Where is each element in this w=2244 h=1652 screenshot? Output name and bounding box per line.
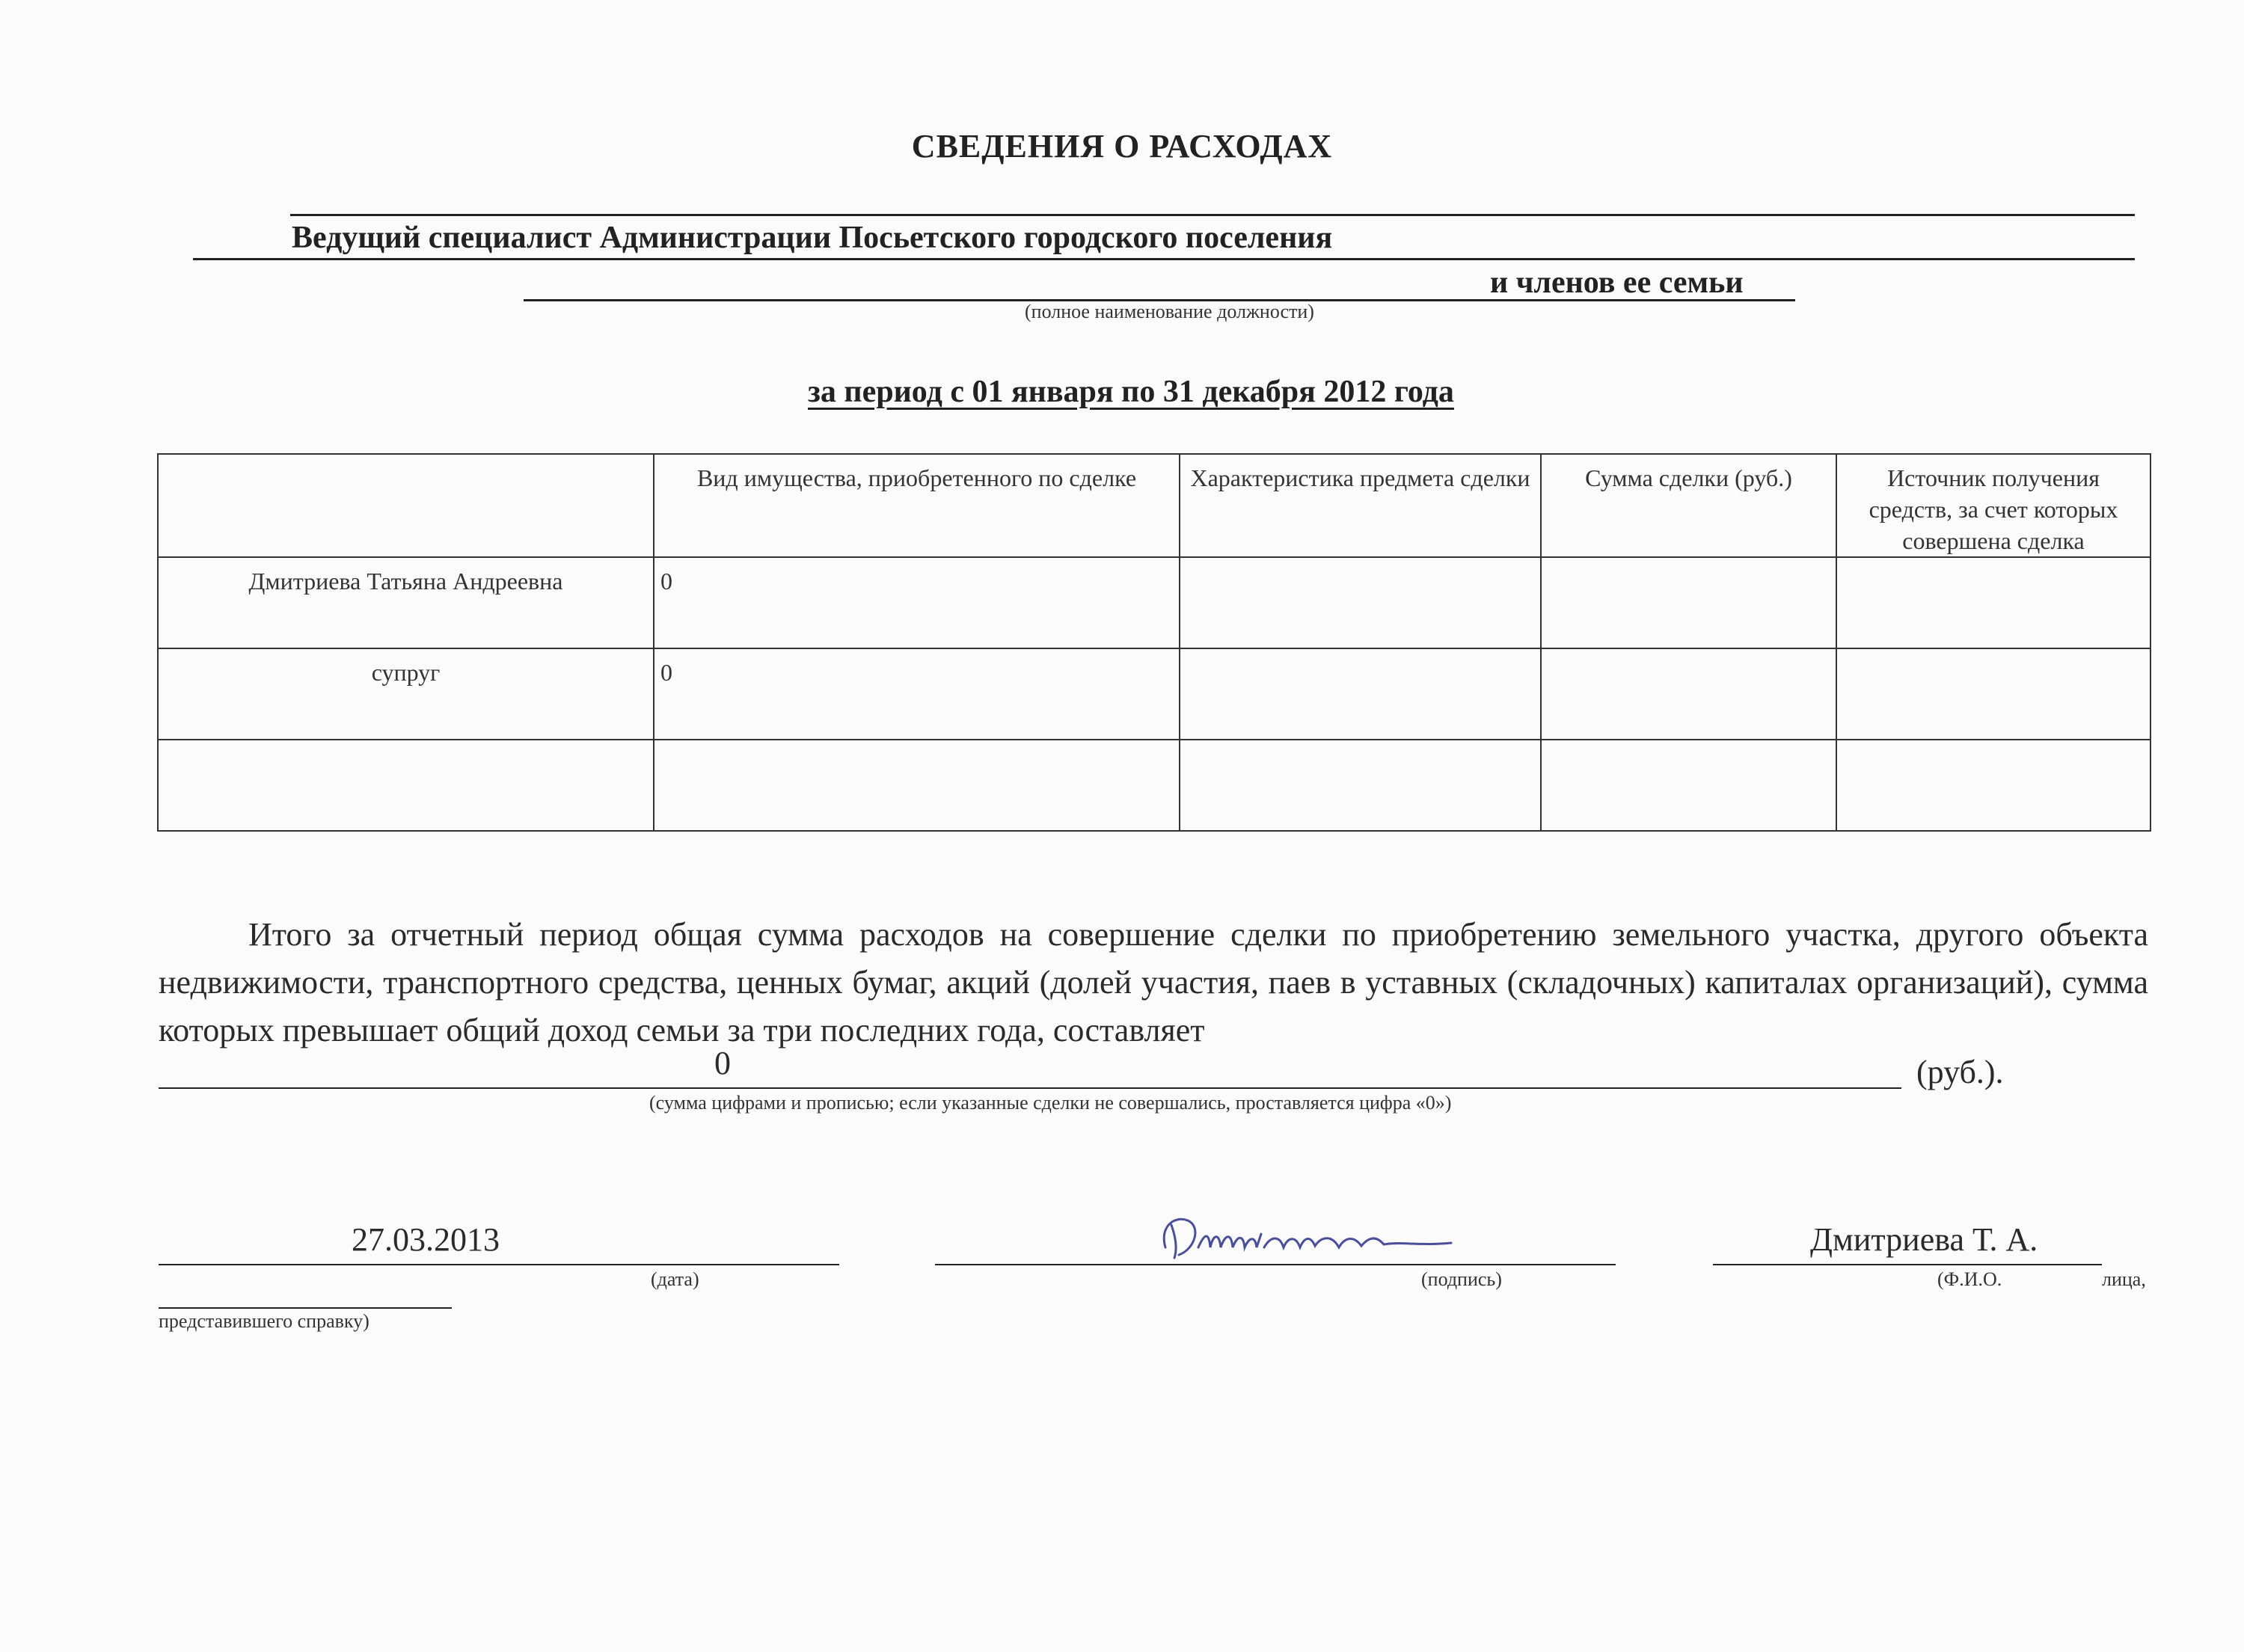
table-row [158, 648, 2150, 740]
table-cell [1836, 648, 2150, 740]
handwritten-signature [1152, 1204, 1474, 1271]
table-header-cell: Источник получения средств, за счет которых совершена сделка [1836, 454, 2150, 557]
table-row [158, 557, 2150, 648]
date-underline [159, 1264, 839, 1265]
period-heading: за период с 01 января по 31 декабря 2012 года [808, 375, 1454, 409]
signature-fio: Дмитриева Т. А. [1810, 1221, 2038, 1258]
table-cell [1180, 740, 1541, 831]
table-cell: 0 [654, 557, 1180, 648]
table-cell: супруг [158, 648, 654, 740]
family-line: и членов ее семьи [1490, 265, 1744, 300]
expenses-table [157, 453, 2151, 832]
table-cell [1836, 740, 2150, 831]
fio-caption-cont: лица, [2102, 1268, 2146, 1290]
table-cell [1541, 557, 1836, 648]
table-cell [158, 740, 654, 831]
table-header-cell: Сумма сделки (руб.) [1541, 454, 1836, 557]
table-cell: 0 [654, 648, 1180, 740]
table-header-row [158, 454, 2150, 557]
document-title: СВЕДЕНИЯ О РАСХОДАХ [911, 128, 1333, 165]
table-cell [1541, 740, 1836, 831]
fio-caption-end: представившего справку) [159, 1310, 370, 1332]
table-cell: Дмитриева Татьяна Андреевна [158, 557, 654, 648]
table-row [158, 740, 2150, 831]
total-paragraph [159, 911, 2148, 1054]
signature-date: 27.03.2013 [352, 1221, 500, 1258]
table-cell [1180, 557, 1541, 648]
fio-underline [1713, 1264, 2102, 1265]
total-caption: (сумма цифрами и прописью; если указанные сделки не совершались, проставляется цифра «0») [649, 1092, 1452, 1114]
table-header-cell: Характеристика предмета сделки [1180, 454, 1541, 557]
total-value-underline [159, 1087, 1901, 1089]
date-caption: (дата) [651, 1268, 699, 1290]
table-header-cell [158, 454, 654, 557]
total-unit: (руб.). [1916, 1054, 2004, 1090]
table-cell [654, 740, 1180, 831]
position-caption: (полное наименование должности) [1025, 301, 1314, 322]
signature-caption: (подпись) [1421, 1268, 1502, 1290]
total-text: Итого за отчетный период общая сумма расходов на совершение сделки по приобретению земельного участка, другого объекта недвижимости, транспортного средства, ценных бумаг, акций (долей участия, паев в уставных (складочных) капиталах организаций), сумма которых превышает общий доход семьи за три последних года, составляет [159, 916, 2148, 1048]
position-underline [193, 258, 2135, 260]
fio-caption-underline [159, 1307, 452, 1309]
table-header-cell: Вид имущества, приобретенного по сделке [654, 454, 1180, 557]
table-cell [1836, 557, 2150, 648]
position-line: Ведущий специалист Администрации Посьетского городского поселения [292, 221, 1333, 255]
table-cell [1180, 648, 1541, 740]
table-cell [1541, 648, 1836, 740]
fio-caption: (Ф.И.О. [1937, 1268, 2002, 1290]
total-value: 0 [714, 1045, 731, 1081]
divider-line [290, 214, 2135, 216]
